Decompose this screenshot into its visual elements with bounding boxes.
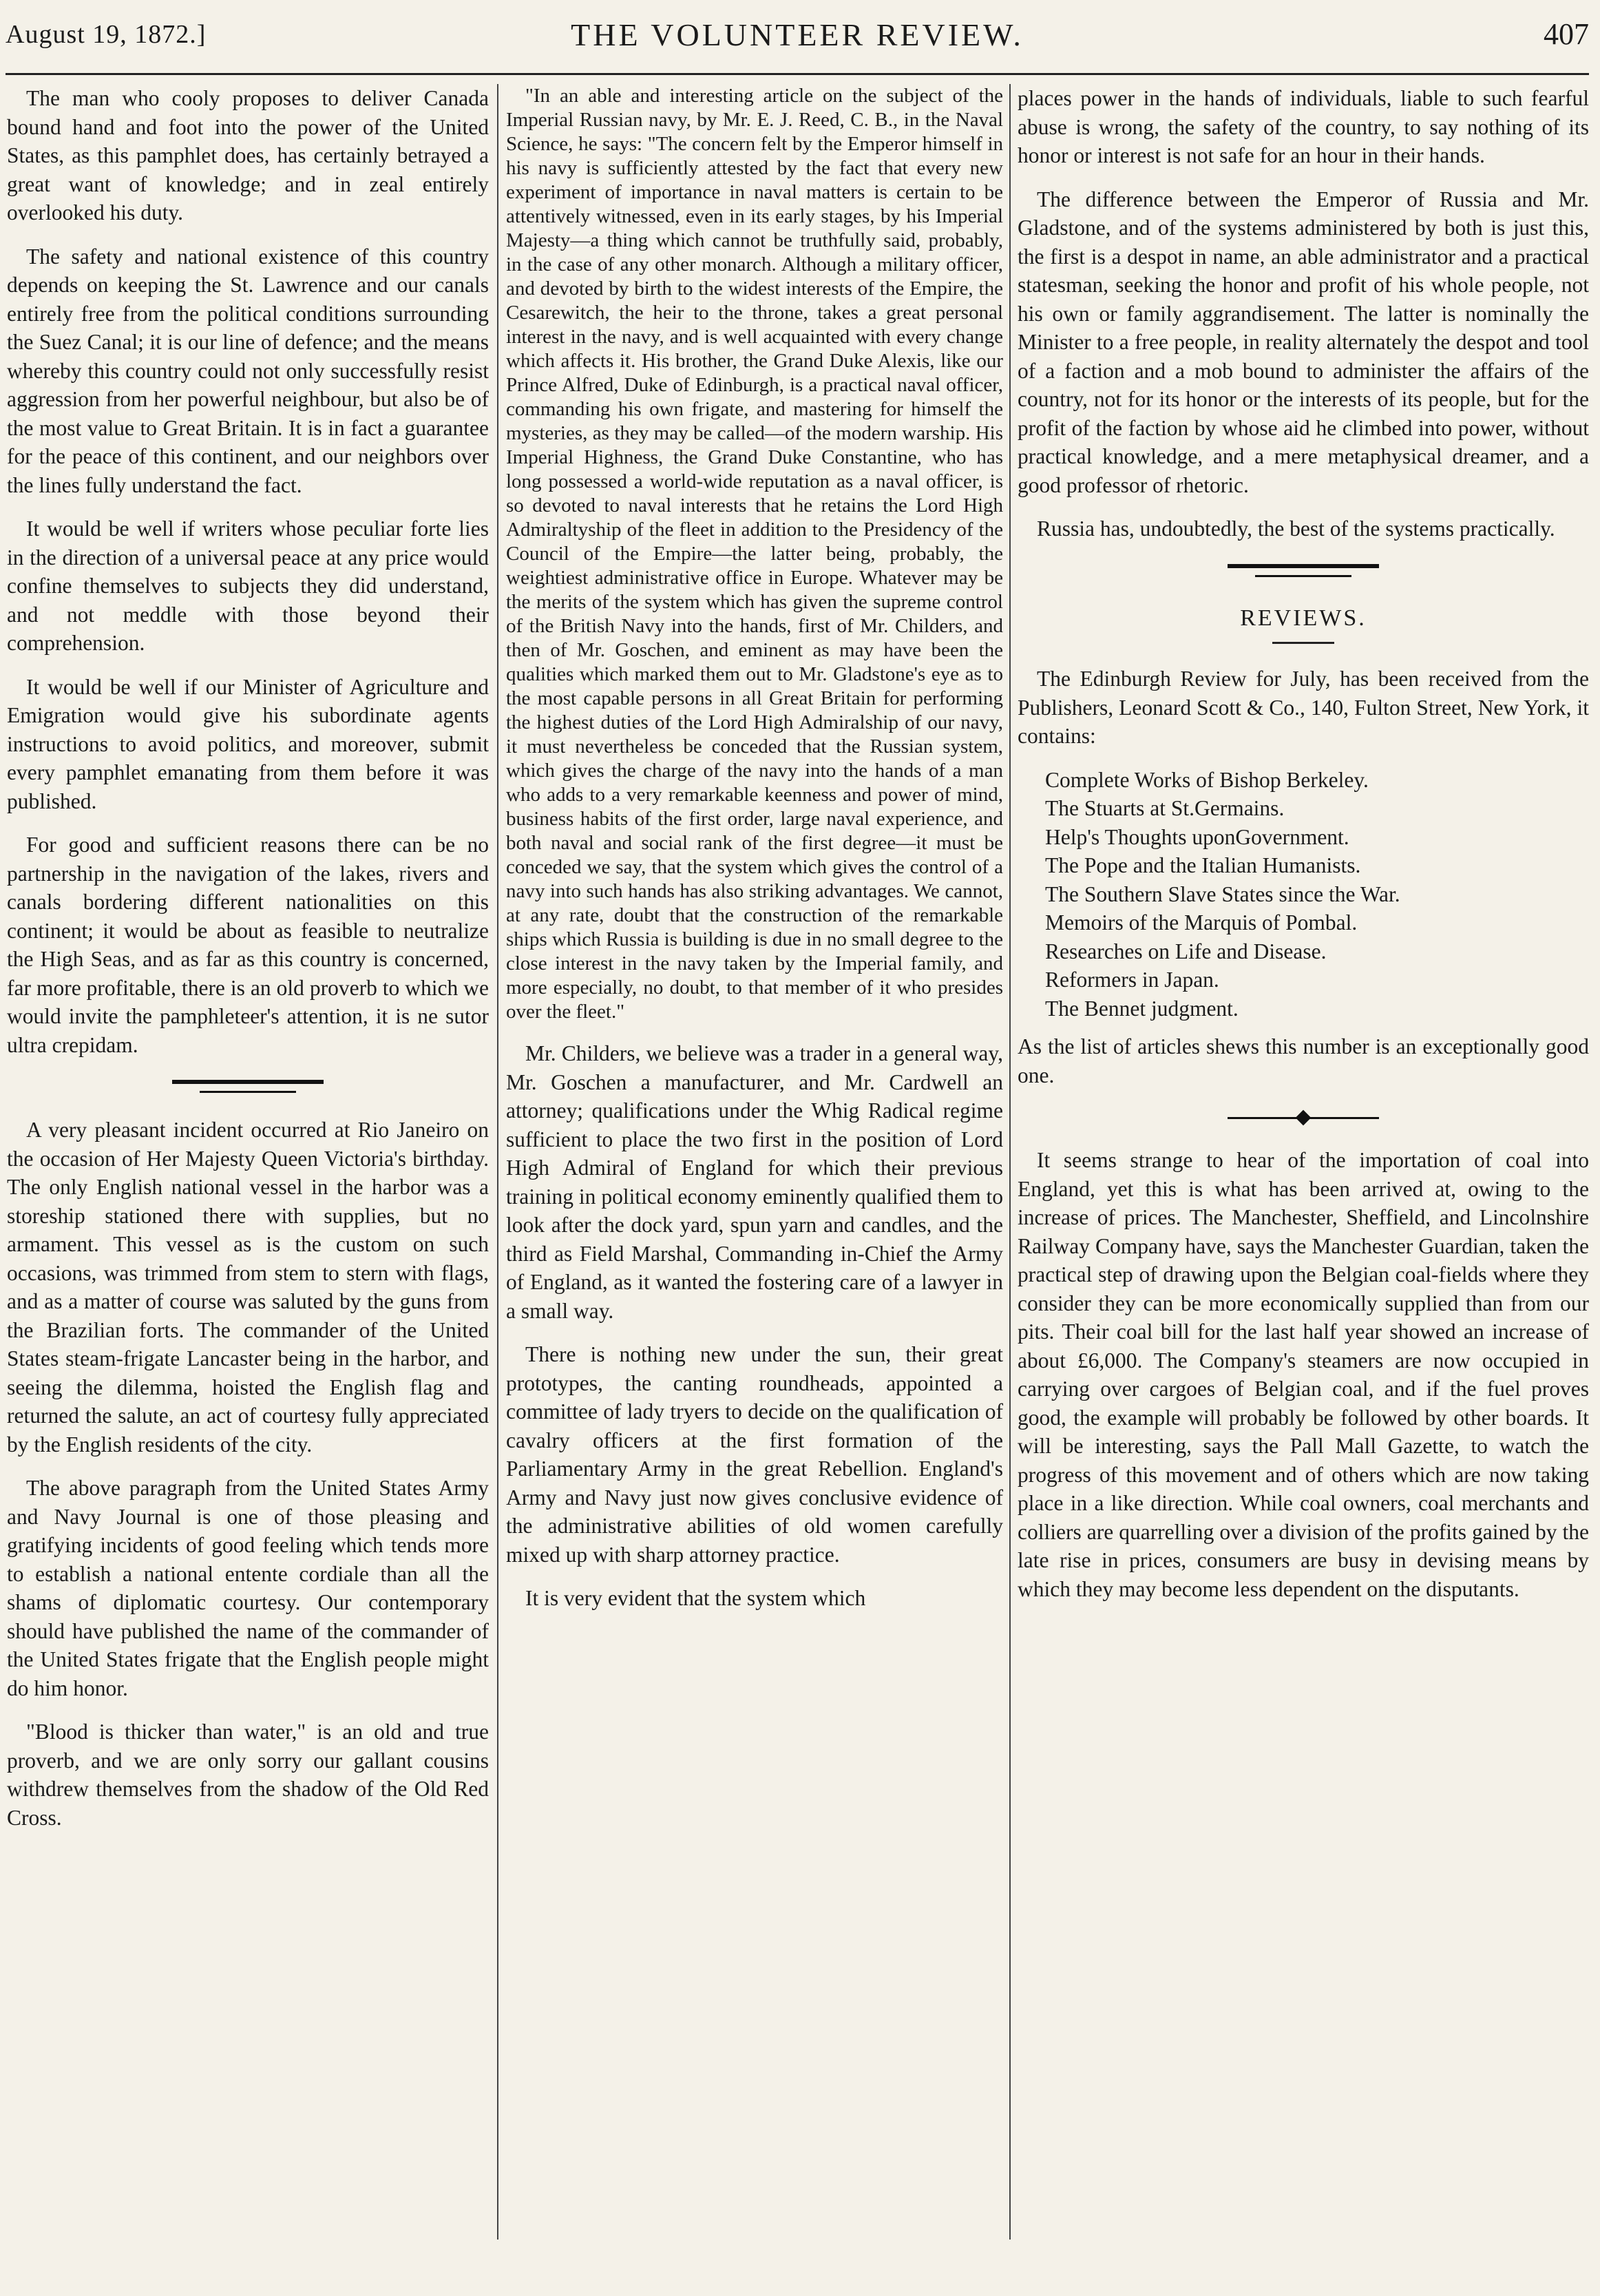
paragraph: It would be well if our Minister of Agriculture and Emigration would give his subordinate agents instructions to avoid politics, and moreover, submit every pamphlet emanating from them before it was published. (7, 674, 489, 813)
quoted-article: "In an able and interesting article on the subject of the Imperial Russian navy, by Mr. E. J. Reed, C. B., in the Naval Science, he says: "The concern felt by the Emperor himself in his navy is sufficiently attested by the fact that every new experiment of importance in naval matters is certain to be attentively witnessed, even in its early stages, by his Imperial Majesty—a thing which cannot be truthfully said, probably, in the case of any other monarch. Although a military officer, and devoted by birth to the widest interests of the Empire, the Cesarewitch, the heir to the throne, takes a great personal interest in the navy, and is well acquainted with every change which affects it. His brother, the Grand Duke Alexis, like our Prince Alfred, Duke of Edinburgh, is a practical naval officer, commanding his own frigate, and mastering for himself the mysteries, as they may be called—of the modern warship. His Imperial Highness, the Grand Duke Constantine, who has long possessed a world-wide reputation as a naval officer, is so devoted to naval interests that he retains the Lord High Admiraltyship of the fleet in addition to the Presidency of the Council of the Empire—the latter being, probably, the weightiest administrative office in Europe. Whatever may be the merits of the system which has given the supreme control of the British Navy into the hands, first of Mr. Childers, and then of Mr. Goschen, and eminent as may have been the qualities which marked them out to Mr. Gladstone's eye as to the most capable persons in all Great Britain for performing the highest duties of the Lord High Admiralship of our navy, it must nevertheless be conceded that the Russian system, which gives the charge of the navy into the hands of a man who adds to a very remarkable keenness and power of mind, business habits of the first order, large naval experience, and both naval and social rank of the first degree—it must be conceded we say, that the system which gives the control of a navy into such hands has also striking advantages. We cannot, at any rate, doubt that the construction of the remarkable ships which Russia is building is due in no small degree to the close interest in the navy taken by the Imperial family, and more especially, no doubt, to that member of it who presides over the fleet." (506, 85, 1003, 1023)
review-contents-list (1045, 766, 1589, 1023)
reviews-heading: REVIEWS. (1240, 605, 1367, 631)
paragraph: There is nothing new under the sun, their great prototypes, the canting roundheads, appointed a committee of lady tryers to decide on the qualification of cavalry officers at the first formation of the Parliamentary Army in the great Rebellion. England's Army and Navy just now gives conclusive evidence of the administrative abilities of old women carefully mixed up with sharp attorney practice. (506, 1342, 1003, 1567)
paragraph: It would be well if writers whose peculiar forte lies in the direction of a universal peace at any price would confine themselves to subjects they did understand, and not meddle with those beyond their comprehension. (7, 516, 489, 655)
column-1 (7, 84, 489, 2246)
paragraph: For good and sufficient reasons there can be no partnership in the navigation of the lakes, rivers and canals bordering different nationalities on this continent; it would be about as feasible to neutralize the High Seas, and as far as this country is concerned, far more profitable, there is an old proverb to which we would invite the pamphleteer's attention, it is ne sutor ultra crepidam. (7, 833, 489, 1057)
paragraph: The difference between the Emperor of Russia and Mr. Gladstone, and of the systems administered by both is just this, the first is a despot in name, an able administrator and a practical statesman, seeking the honor and profit of his whole people, not his own or family aggrandisement. The latter is nominally the Minister to a free people, in reality alternately the despot and tool of a faction and a mob bound to administer the affairs of the country, not for its honor or the interests of its people, but for the profit of the faction by whose aid he climbed into power, without practical knowledge, and a mere metaphysical dreamer, and a good professor of rhetoric. (1018, 187, 1589, 497)
paragraph: It seems strange to hear of the importation of coal into England, yet this is what has been arrived at, owing to the increase of prices. The Manchester, Sheffield, and Lincolnshire Railway Company have, says the Manchester Guardian, taken the practical step of drawing upon the Belgian coal-fields where they consider they can be more economically supplied than from our pits. Their coal bill for the last half year showed an increase of about £6,000. The Company's steamers are now occupied in carrying over cargoes of Belgian coal, and if the fuel proves good, the example will probably be followed by other boards. It will be interesting, says the Pall Mall Gazette, to watch the progress of this movement and of others which are now taking place in a like direction. While coal owners, coal merchants and colliers are quarrelling over a division of the profits gained by the late rise in prices, consumers are busy in devising means by which they may become less dependent on the disputants. (1018, 1148, 1589, 1601)
page-number: 407 (1544, 17, 1589, 51)
reviews-intro: The Edinburgh Review for July, has been received from the Publishers, Leonard Scott & Co., 140, Fulton Street, New York, it contains: (1018, 667, 1589, 748)
list-item: Help's Thoughts uponGovernment. (1045, 824, 1349, 849)
paragraph: The safety and national existence of this country depends on keeping the St. Lawrence and our canals entirely free from the political conditions surrounding the Suez Canal; it is our line of defence; and the means whereby this country could not only successfully resist aggression from her powerful neighbour, but also be of the most value to Great Britain. It is in fact a guarantee for the peace of this continent, and our neighbors over the lines fully understand the fact. (7, 244, 489, 497)
list-item: The Southern Slave States since the War. (1045, 881, 1400, 906)
column-2 (506, 84, 1003, 2246)
publication-title: THE VOLUNTEER REVIEW. (571, 17, 1024, 52)
paragraph: Mr. Childers, we believe was a trader in a general way, Mr. Goschen a manufacturer, and Mr. Cardwell an attorney; qualifications under the Whig Radical regime sufficient to place the two first in the position of Lord High Admiral of England for which their previous training in political economy eminently qualified them to look after the dock yard, spun yarn and candles, and the third as Field Marshal, Commanding in-Chief the Army of England, as it wanted the fostering care of a lawyer in a small way. (506, 1041, 1003, 1323)
section-divider-ornament (1228, 1105, 1379, 1132)
paragraph: The man who cooly proposes to deliver Canada bound hand and foot into the power of the United States, as this pamphlet does, has certainly betrayed a great want of knowledge; and in zeal entirely overlooked his duty. (7, 86, 489, 225)
reviews-outro: As the list of articles shews this number is an exceptionally good one. (1018, 1034, 1589, 1087)
list-item: Complete Works of Bishop Berkeley. (1045, 767, 1369, 792)
page-header (6, 7, 1589, 75)
column-divider-1 (497, 84, 498, 2240)
list-item: The Bennet judgment. (1045, 996, 1239, 1021)
list-item: Memoirs of the Marquis of Pombal. (1045, 910, 1358, 935)
column-3 (1018, 84, 1589, 2246)
paragraph: Russia has, undoubtedly, the best of the systems practically. (1037, 516, 1555, 541)
issue-date: August 19, 1872.] (6, 20, 207, 49)
paragraph: It is very evident that the system which (525, 1586, 866, 1610)
paragraph: "Blood is thicker than water," is an old and true proverb, and we are only sorry our gallant cousins withdrew themselves from the shadow of the Old Red Cross. (7, 1720, 489, 1830)
heading-rule (1272, 642, 1334, 644)
column-divider-2 (1009, 84, 1011, 2240)
list-item: The Stuarts at St.Germains. (1045, 796, 1285, 820)
section-divider-ornament (1228, 559, 1379, 586)
section-divider-ornament (172, 1074, 324, 1102)
paragraph: places power in the hands of individuals, liable to such fearful abuse is wrong, the safety of the country, to say nothing of its honor or interest is not safe for an hour in their hands. (1018, 86, 1589, 167)
paragraph: A very pleasant incident occurred at Rio Janeiro on the occasion of Her Majesty Queen Victoria's birthday. The only English national vessel in the harbor was a storeship stationed there with supplies, but no armament. This vessel as is the custom on such occasions, was trimmed from stem to stern with flags, and as a matter of course was saluted by the guns from the Brazilian forts. The commander of the United States steam-frigate Lancaster being in the harbor, and seeing the dilemma, hoisted the English flag and returned the salute, an act of courtesy fully appreciated by the English residents of the city. (7, 1118, 489, 1457)
paragraph: The above paragraph from the United States Army and Navy Journal is one of those pleasing and gratifying incidents of good feeling which tends more to establish a national entente cordiale than all the shams of diplomatic courtesy. Our contemporary should have published the name of the commander of the United States frigate that the English people might do him honor. (7, 1476, 489, 1700)
list-item: Researches on Life and Disease. (1045, 939, 1327, 963)
list-item: Reformers in Japan. (1045, 968, 1219, 992)
list-item: The Pope and the Italian Humanists. (1045, 853, 1361, 877)
